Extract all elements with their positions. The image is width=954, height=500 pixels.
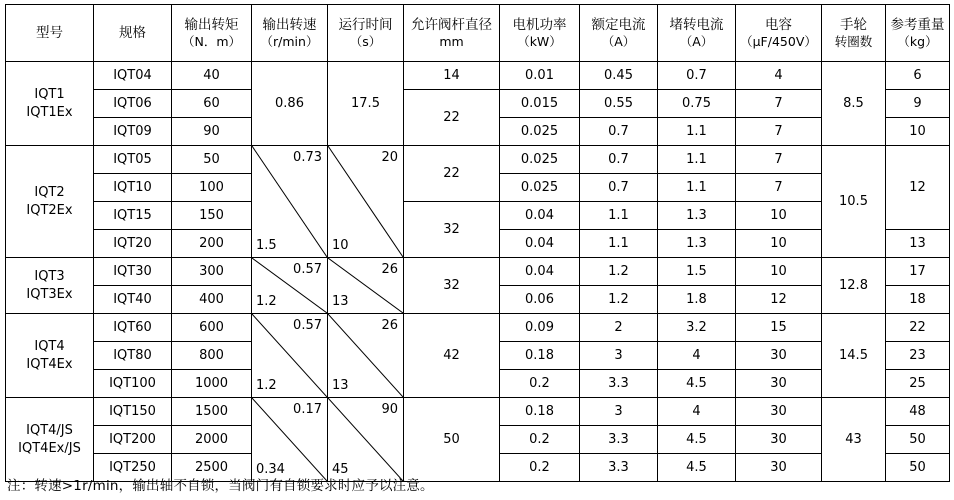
diagonal-split-cell [252,314,328,398]
motor-power-cell: 0.01 [500,62,580,90]
torque-cell: 60 [172,90,252,118]
spec-sheet [0,4,954,500]
column-header-unit: （r/min） [260,33,319,49]
spec-cell: IQT200 [94,426,172,454]
torque-cell: 300 [172,258,252,286]
spec-cell: IQT250 [94,454,172,482]
spec-cell: IQT60 [94,314,172,342]
motor-power-cell: 0.025 [500,146,580,174]
weight-cell: 22 [886,314,950,342]
column-header-title: 允许阀杆直径 [411,16,492,33]
column-header-11 [822,5,886,62]
spec-cell: IQT06 [94,90,172,118]
rated-current-cell: 1.1 [580,230,658,258]
speed-low-value: 0.34 [256,462,285,477]
spec-cell: IQT05 [94,146,172,174]
motor-power-cell: 0.06 [500,286,580,314]
stem-diameter-cell: 32 [404,258,500,314]
weight-cell: 25 [886,370,950,398]
table-body [6,62,950,482]
stem-diameter-cell: 50 [404,398,500,482]
spec-cell: IQT20 [94,230,172,258]
rated-current-cell: 0.7 [580,118,658,146]
spec-cell: IQT100 [94,370,172,398]
column-header-unit: （A） [679,33,714,49]
column-header-title: 运行时间 [338,16,393,33]
locked-current-cell: 3.2 [658,314,736,342]
handwheel-turns-cell: 10.5 [822,146,886,258]
rated-current-cell: 3 [580,342,658,370]
column-header-unit: （A） [601,33,636,49]
torque-cell: 90 [172,118,252,146]
torque-cell: 100 [172,174,252,202]
speed-high-value: 0.17 [293,402,322,417]
spec-cell: IQT40 [94,286,172,314]
model-name: IQT4 [34,338,65,354]
time-cell: 17.5 [328,62,404,146]
weight-cell: 9 [886,90,950,118]
rated-current-cell: 2 [580,314,658,342]
time-short-value: 45 [332,462,349,477]
motor-power-cell: 0.09 [500,314,580,342]
diagonal-split-cell [328,146,404,258]
time-long-value: 26 [381,318,398,333]
locked-current-cell: 1.3 [658,230,736,258]
diagonal-split-cell [252,398,328,482]
column-header-unit: 转圈数 [834,33,873,49]
capacitor-cell: 10 [736,258,822,286]
locked-current-cell: 1.5 [658,258,736,286]
column-header-title: 输出转速 [262,16,317,33]
torque-cell: 2500 [172,454,252,482]
column-header-4 [252,5,328,62]
time-long-value: 20 [381,150,398,165]
spec-cell: IQT80 [94,342,172,370]
rated-current-cell: 1.2 [580,286,658,314]
column-header-title: 额定电流 [591,16,646,33]
column-header-unit: （N．m） [181,33,242,49]
capacitor-cell: 15 [736,314,822,342]
weight-cell: 17 [886,258,950,286]
capacitor-cell: 30 [736,398,822,426]
column-header-title: 型号 [36,24,63,41]
capacitor-cell: 7 [736,118,822,146]
motor-power-cell: 0.04 [500,202,580,230]
table-row [6,90,950,118]
model-name: IQT4Ex [26,356,73,372]
rated-current-cell: 0.55 [580,90,658,118]
rated-current-cell: 3.3 [580,370,658,398]
spec-cell: IQT15 [94,202,172,230]
motor-power-cell: 0.18 [500,342,580,370]
table-row [6,202,950,230]
locked-current-cell: 4 [658,342,736,370]
weight-cell: 50 [886,454,950,482]
torque-cell: 400 [172,286,252,314]
torque-cell: 2000 [172,426,252,454]
column-header-10 [736,5,822,62]
spec-cell: IQT30 [94,258,172,286]
capacitor-cell: 30 [736,454,822,482]
model-name: IQT2 [34,184,65,200]
torque-cell: 40 [172,62,252,90]
motor-power-cell: 0.015 [500,90,580,118]
motor-power-cell: 0.2 [500,370,580,398]
column-header-title: 电容 [765,16,792,33]
table-row [6,146,950,174]
weight-cell: 23 [886,342,950,370]
torque-cell: 600 [172,314,252,342]
column-header-9 [658,5,736,62]
model-cell [6,146,94,258]
speed-low-value: 1.2 [256,378,277,393]
time-long-value: 90 [381,402,398,417]
model-cell [6,62,94,146]
capacitor-cell: 7 [736,174,822,202]
spec-cell: IQT04 [94,62,172,90]
model-cell [6,314,94,398]
motor-power-cell: 0.2 [500,454,580,482]
motor-power-cell: 0.025 [500,174,580,202]
rated-current-cell: 0.45 [580,62,658,90]
diagonal-split-cell [328,314,404,398]
table-row [6,314,950,342]
rated-current-cell: 3 [580,398,658,426]
model-name: IQT3Ex [26,286,73,302]
table-row [6,258,950,286]
speed-high-value: 0.57 [293,262,322,277]
torque-cell: 1000 [172,370,252,398]
column-header-title: 电机功率 [512,16,567,33]
column-header-title: 参考重量 [890,16,945,33]
column-header-unit: （s） [349,33,382,49]
locked-current-cell: 1.3 [658,202,736,230]
column-header-title: 输出转矩 [184,16,239,33]
torque-cell: 1500 [172,398,252,426]
speed-low-value: 1.2 [256,294,277,309]
stem-diameter-cell: 14 [404,62,500,90]
motor-power-cell: 0.18 [500,398,580,426]
column-header-title: 堵转电流 [669,16,724,33]
weight-cell: 18 [886,286,950,314]
motor-power-cell: 0.04 [500,258,580,286]
speed-low-value: 1.5 [256,238,277,253]
time-short-value: 13 [332,294,349,309]
torque-cell: 800 [172,342,252,370]
model-name: IQT1 [34,86,65,102]
locked-current-cell: 1.8 [658,286,736,314]
table-note: 注：转速>1r/min，输出轴不自锁，当阀门有自锁要求时应予以注意。 [7,478,434,494]
column-header-title: 规格 [119,24,146,41]
diagonal-split-cell [328,258,404,314]
model-cell [6,258,94,314]
torque-cell: 200 [172,230,252,258]
speed-high-value: 0.73 [293,150,322,165]
motor-power-cell: 0.025 [500,118,580,146]
rated-current-cell: 0.7 [580,146,658,174]
locked-current-cell: 1.1 [658,118,736,146]
diagonal-split-cell [328,398,404,482]
locked-current-cell: 4.5 [658,426,736,454]
capacitor-cell: 4 [736,62,822,90]
column-header-unit: mm [439,33,464,49]
capacitor-cell: 7 [736,90,822,118]
locked-current-cell: 0.75 [658,90,736,118]
column-header-2 [94,5,172,62]
motor-power-cell: 0.04 [500,230,580,258]
table-row [6,62,950,90]
weight-cell: 48 [886,398,950,426]
handwheel-turns-cell: 12.8 [822,258,886,314]
column-header-6 [404,5,500,62]
locked-current-cell: 4 [658,398,736,426]
stem-diameter-cell: 22 [404,146,500,202]
time-short-value: 13 [332,378,349,393]
capacitor-cell: 10 [736,202,822,230]
motor-power-cell: 0.2 [500,426,580,454]
handwheel-turns-cell: 14.5 [822,314,886,398]
capacitor-cell: 7 [736,146,822,174]
capacitor-cell: 30 [736,342,822,370]
capacitor-cell: 12 [736,286,822,314]
capacitor-cell: 10 [736,230,822,258]
diagonal-split-cell [252,258,328,314]
column-header-unit: （kW） [517,33,562,49]
time-long-value: 26 [381,262,398,277]
stem-diameter-cell: 32 [404,202,500,258]
speed-cell: 0.86 [252,62,328,146]
column-header-5 [328,5,404,62]
rated-current-cell: 0.7 [580,174,658,202]
locked-current-cell: 0.7 [658,62,736,90]
weight-cell: 6 [886,62,950,90]
column-header-unit: （kg） [897,33,938,49]
column-header-unit: （μF/450V） [740,33,817,49]
header-row [6,5,950,62]
spec-cell: IQT10 [94,174,172,202]
weight-cell: 50 [886,426,950,454]
stem-diameter-cell: 22 [404,90,500,146]
model-name: IQT1Ex [26,104,73,120]
model-name: IQT2Ex [26,202,73,218]
column-header-3 [172,5,252,62]
column-header-1 [6,5,94,62]
column-header-8 [580,5,658,62]
time-short-value: 10 [332,238,349,253]
column-header-7 [500,5,580,62]
table-head [6,5,950,62]
locked-current-cell: 1.1 [658,146,736,174]
rated-current-cell: 1.2 [580,258,658,286]
weight-cell: 10 [886,118,950,146]
spec-cell: IQT150 [94,398,172,426]
speed-high-value: 0.57 [293,318,322,333]
capacitor-cell: 30 [736,426,822,454]
model-name: IQT4/JS [26,422,73,438]
handwheel-turns-cell: 43 [822,398,886,482]
locked-current-cell: 1.1 [658,174,736,202]
stem-diameter-cell: 42 [404,314,500,398]
table-row [6,398,950,426]
weight-cell: 12 [886,146,950,230]
torque-cell: 50 [172,146,252,174]
model-name: IQT4Ex/JS [18,440,81,456]
handwheel-turns-cell: 8.5 [822,62,886,146]
model-cell [6,398,94,482]
column-header-12 [886,5,950,62]
torque-cell: 150 [172,202,252,230]
specification-table [5,4,950,482]
rated-current-cell: 3.3 [580,454,658,482]
capacitor-cell: 30 [736,370,822,398]
weight-cell: 13 [886,230,950,258]
rated-current-cell: 1.1 [580,202,658,230]
locked-current-cell: 4.5 [658,454,736,482]
spec-cell: IQT09 [94,118,172,146]
rated-current-cell: 3.3 [580,426,658,454]
model-name: IQT3 [34,268,65,284]
diagonal-split-cell [252,146,328,258]
column-header-title: 手轮 [840,16,867,33]
locked-current-cell: 4.5 [658,370,736,398]
